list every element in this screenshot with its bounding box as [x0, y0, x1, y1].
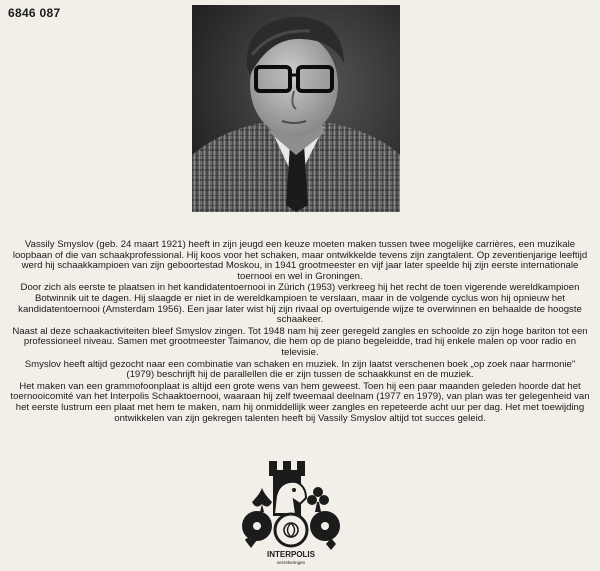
paragraph-world-champion: Door zich als eerste te plaatsen in het kandidatentoernooi in Zürich (1953) verkreeg hij het recht de toen vigerende wereldkampioen Botwinnik uit te dagen. Hij slaagde er niet in de wereldkampioen te verslaan, maar in de volgende cyclus won hij opnieuw het kandidatentoernooi (Amsterdam 1956). Een jaar later wist hij zijn rivaal op overtuigende wijze te overwinnen en behaalde de hoogste schaakeer.	[18, 282, 582, 326]
biography-text	[10, 240, 590, 425]
portrait-photo	[192, 5, 400, 212]
catalog-number: 6846 087	[8, 6, 61, 20]
logo-subtitle: verzekeringen	[276, 560, 306, 565]
paragraph-book: Smyslov heeft altijd gezocht naar een combinatie van schaken en muziek. In zijn laatst verschenen boek „op zoek naar harmonie" (1979) beschrijft hij de parallellen die er zijn tussen de schaakkunst en de muziek.	[24, 358, 576, 381]
logo-brand: INTERPOLIS	[266, 550, 316, 559]
chess-card-emblem	[236, 458, 346, 566]
paragraph-singing: Naast al deze schaakactiviteiten bleef Smyslov zingen. Tot 1948 nam hij zeer geregeld zangles en schoolde zo zijn hoge bariton tot een professioneel niveau. Samen met grootmeester Taimanov, die hem op de piano begeleidde, trad hij enkele malen op voor radio en televisie.	[12, 325, 588, 358]
paragraph-record: Het maken van een grammofoonplaat is altijd een grote wens van hem geweest. Toen hij een paar maanden geleden hoorde dat het toernooicomité van het Interpolis Schaaktoernooi, waaraan hij zelf tweemaal deelnam (1977 en 1979), van plan was ter gelegenheid van het eerste lustrum een plaat met hem te maken, nam hij onmiddellijk weer zangles en repeteerde acht uur per dag. Het met toewijding ontwikkelen van zijn gekregen talenten heeft bij Vassily Smyslov altijd tot succes geleid.	[10, 380, 590, 424]
portrait-illustration	[192, 5, 400, 212]
paragraph-early-life: Vassily Smyslov (geb. 24 maart 1921) heeft in zijn jeugd een keuze moeten maken tussen twee mogelijke carrières, een muzikale loopbaan of die van schaakprofessional. Hij koos voor het schaken, maar ontwikkelde tevens zijn zangtalent. Op zeventienjarige leeftijd werd hij schaakkampioen van zijn geboortestad Moskou, in 1941 grootmeester en vijf jaar later speelde hij zijn eerste internationale toernooi en wel in Groningen.	[12, 239, 588, 282]
interpolis-logo	[236, 458, 346, 566]
